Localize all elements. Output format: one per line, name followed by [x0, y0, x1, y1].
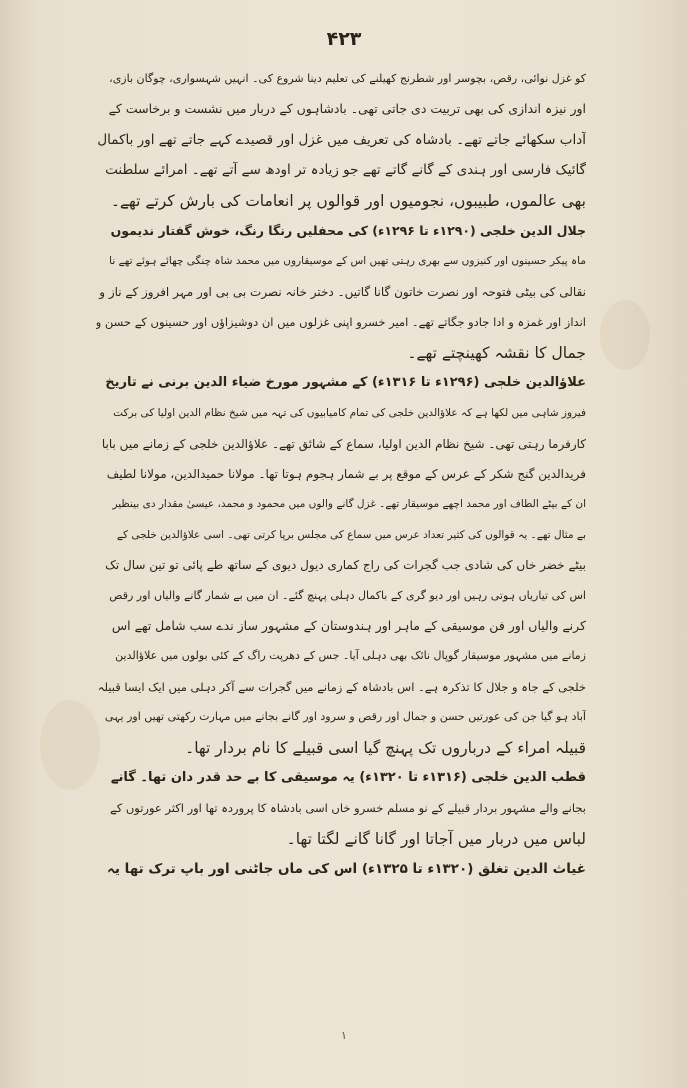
text-line: فریدالدین گنج شکر کے عرس کے موقع پر بے شمار ہجوم ہوتا تھا۔ مولانا حمیدالدین، مولانا لطیف — [106, 467, 586, 482]
text-line: کرنے والیاں اور فن موسیقی کے ماہر اور ہندوستان کے مشہور ساز ندے سب شامل تھے اس — [111, 618, 586, 634]
paper-stain — [600, 300, 650, 370]
text-line: فیروز شاہی میں لکھا ہے کہ علاؤالدین خلجی کی تمام کامیابیوں کی تہہ میں شیخ نظام الدین اولیا کی برکت — [113, 407, 586, 420]
text-line: آداب سکھائے جاتے تھے۔ بادشاہ کی تعریف میں غزل اور قصیدے کہے جاتے تھے اور باکمال — [97, 131, 586, 148]
text-line: بیٹے خضر خاں کی شادی جب گجرات کی راج کماری دیول دیوی کے ساتھ طے پائی تو تین سال تک — [105, 558, 586, 573]
section-heading-line: علاؤالدین خلجی (۱۲۹۶ء تا ۱۳۱۶ء) کے مشہور مورخ ضیاء الدین برنی نے تاریخ — [105, 374, 586, 390]
text-line: نقالی کی بیٹی فتوحہ اور نصرت خاتون گانا گاتیں۔ دختر خانہ نصرت بی بی اور مہر افروز کے ناز و — [99, 284, 586, 299]
text-line: بے مثال تھے۔ یہ قوالوں کی کثیر تعداد عرس میں سماع کی مجلس برپا کرتی تھی۔ اسی علاؤالدین خلجی کے — [116, 528, 586, 541]
text-line: جمال کا نقشہ کھینچتے تھے۔ — [407, 343, 586, 362]
text-line: ماہ پیکر حسینوں اور کنیزوں سے بھری رہتی تھیں اس کے موسیقاروں میں محمد شاہ چنگی چھائے ہوئے تھے نا — [109, 255, 586, 268]
text-line: خلجی کے جاہ و جلال کا تذکرہ ہے۔ اس بادشاہ کے زمانے میں گجرات سے آکر دہلی میں ایک ایسا قبیلہ — [97, 679, 586, 694]
text-line: لباس میں دربار میں آجاتا اور گانا گانے لگتا تھا۔ — [286, 829, 586, 848]
text-line: اور نیزہ اندازی کی بھی تربیت دی جاتی تھی۔ بادشاہوں کے دربار میں نشست و برخاست کے — [108, 101, 586, 117]
body-text — [96, 64, 586, 885]
footer-mark: ۱ — [341, 1029, 347, 1042]
text-line: آباد ہو گیا جن کی عورتیں حسن و جمال اور رقص و سرود اور گانے بجانے میں مہارت رکھتی تھیں اور یہی — [104, 710, 586, 724]
text-line: بجانے والے مشہور بردار قبیلے کے نو مسلم خسرو خاں اسی بادشاہ کا پروردہ تھا اور اکثر عورتوں کے — [109, 801, 586, 816]
section-heading-line: جلال الدین خلجی (۱۲۹۰ء تا ۱۲۹۶ء) کی محفلیں رنگا رنگ، خوش گفتار ندیموں — [110, 222, 586, 238]
section-heading-line: قطب الدین خلجی (۱۳۱۶ء تا ۱۳۲۰ء) یہ موسیقی کا بے حد قدر دان تھا۔ گانے — [110, 769, 586, 785]
text-line: ان کے بیٹے الطاف اور محمد اچھے موسیقار تھے۔ غزل گانے والوں میں محمود و محمد، عیسیٰ مقدار دی بینظیر — [112, 498, 586, 511]
text-line: قبیلہ امراء کے درباروں تک پہنچ گیا اسی قبیلے کا نام بردار تھا۔ — [185, 738, 586, 757]
section-heading-line: غیاث الدین تغلق (۱۳۲۰ء تا ۱۳۲۵ء) اس کی ماں جاٹنی اور باپ ترک تھا یہ — [106, 861, 586, 878]
text-line: زمانے میں مشہور موسیقار گوپال نائک بھی دہلی آیا۔ جس کے دھرپت راگ کے کئی بولوں میں علاؤالدین — [115, 649, 586, 663]
text-line: بھی عالموں، طبیبوں، نجومیوں اور قوالوں پر انعامات کی بارش کرتے تھے۔ — [110, 191, 586, 210]
page-number: ۴۲۳ — [326, 28, 362, 50]
text-line: کو غزل نوائی، رقص، بچوسر اور شطرنج کھیلنے کی تعلیم دینا شروع کی۔ انہیں شہسواری، چوگان بازی، — [109, 72, 586, 85]
text-line: گائیک فارسی اور ہندی کے گانے گاتے تھے جو زیادہ تر اودھ سے آتے تھے۔ امرائے سلطنت — [105, 162, 586, 179]
text-line: اس کی تیاریاں ہوتی رہیں اور دیو گری کے باکمال دہلی پہنچ گئے۔ ان میں بے شمار گانے والیاں اور رقص — [109, 588, 586, 602]
paper-stain — [40, 700, 100, 790]
text-line: کارفرما رہتی تھی۔ شیخ نظام الدین اولیا، سماع کے شائق تھے۔ علاؤالدین خلجی کے زمانے میں بابا — [101, 436, 586, 451]
text-line: انداز اور غمزہ و ادا جادو جگاتے تھے۔ امیر خسرو اپنی غزلوں میں ان دوشیزاؤں اور حسینوں کے حسن و — [96, 315, 586, 330]
